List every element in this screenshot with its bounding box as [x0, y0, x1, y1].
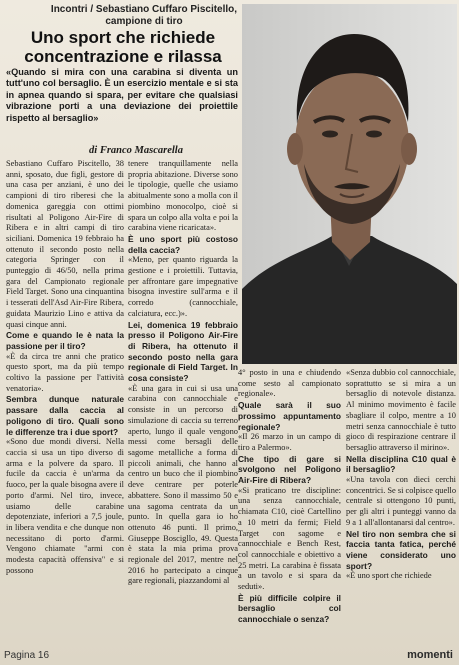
- interview-question: È uno sport più costoso della caccia?: [128, 233, 238, 255]
- article-paragraph: «È uno sport che richiede: [346, 571, 432, 581]
- article-paragraph: «Una tavola con dieci cerchi concentrici. Se si colpisce quello centrale si ottengono 10 punti, per gli altri i punteggi vanno da 9 a 1 all'allontanarsi dal centro».: [346, 475, 456, 527]
- article-byline: di Franco Mascarella: [89, 145, 183, 156]
- article-column-4: [346, 368, 456, 650]
- article-paragraph: Sebastiano Cuffaro Piscitello, 38 anni, sposato, due figli, gestore di una casa per anziani, è uno dei campioni di tiro riberesi che la domenica gareggia con ottimi risultati al Poligono Air-Fire di Ribera e in altri campi di tiro siciliani. Domenica 19 febbraio ha ottenuto il secondo posto nella categoria Springer con il punteggio di 46/50, nella prima gara del Campionato regionale Field Target. Sono una cinquantina i tesserati dell'Asd Air-Fire Ribera, guidata Maurizio Lino e attiva da quasi cinque anni.: [6, 159, 124, 329]
- article-kicker: Incontri / Sebastiano Cuffaro Piscitello, campione di tiro: [50, 4, 238, 27]
- article-paragraph: «Si praticano tre discipline: una senza cannocchiale, chiamata C10, cioè Cartellino a 10 metri da fermi; Field Target con sagome e cannocchiale e Bench Rest, col cannocchiale e obiettivo a 25 metri. La carabina è fissata a un tavolo e si spara da seduti».: [238, 485, 341, 592]
- article-paragraph: «Sono due mondi diversi. Nella caccia si usa un tipo diverso di arma e la polvere da sparo. Il fucile da caccia è un'arma da fuoco, per la quale bisogna avere il porto d'armi. Nel tiro, invece, usiamo delle carabine depotenziate, inferiori a 7,5 joule, in libera vendita e che dunque non necessitano di porto d'armi. Vengono chiamate "armi con modesta capacità offensiva" e si possono: [6, 437, 124, 575]
- article-paragraph: «È una gara in cui si usa una carabina con cannocchiale e consiste in un percorso di simulazione di caccia su terreno aperto, lungo il quale vengono messi come bersagli delle sagome metalliche a forma di piccoli animali, che hanno al centro un buco che il piombino deve centrare per poterle abbattere. Sono il massimo 50 e una sagoma centrata da un punto. In quella gara io ho ottenuto 46 punti. Il primo, Giuseppe Boscigllo, 49. Questa è stata la mia prima prova regionale del 2017, mentre nel 2016 ho partecipato a cinque gare regionali, piazzandomi al: [128, 383, 238, 586]
- article-paragraph: «Senza dubbio col cannocchiale, soprattutto se si mira a un bersaglio di notevole distanza. Al minimo movimento è facile sbagliare il colpo, mentre a 10 metri senza cannocchiale è tutto gioco di respirazione centrare il bersaglio attraverso il mirino».: [346, 368, 456, 452]
- page-number: Pagina 16: [4, 650, 50, 661]
- interview-question: È più difficile colpire il bersaglio col cannocchiale o senza?: [238, 592, 341, 625]
- article-column-3: [238, 368, 341, 650]
- interview-question: Sembra dunque naturale passare dalla caccia al poligono di tiro. Quali sono le differenze tra i due sport?: [6, 394, 124, 437]
- interview-question: Nel tiro non sembra che si faccia tanta fatica, perché viene considerato uno sport?: [346, 528, 456, 571]
- article-paragraph: «Meno, per quanto riguarda la gestione e i proiettili. Tuttavia, per affrontare gare impegnative bisogna investire sull'arma e il corredo (cannocchiale, calciatura, ecc.)».: [128, 255, 238, 318]
- article-lead: «Quando si mira con una carabina si diventa un tutt'uno col bersaglio. È un esercizio mentale e si sta in apnea quando si spara, per evitare che qualsiasi vibrazione porti a una deviazione dei proiettile rispetto al bersaglio»: [6, 67, 238, 123]
- article-column-2: [128, 159, 238, 649]
- article-paragraph: 4° posto in una e chiudendo come sesto al campionato regionale».: [238, 368, 341, 399]
- article-paragraph: tenere tranquillamente nella propria abitazione. Diverse sono le tipologie, quelle che usiamo abitualmente sono a molla con il piombino monocolpo, cioè si spara un colpo alla volta e poi la carabina viene ricaricata».: [128, 159, 238, 233]
- interview-question: Quale sarà il suo prossimo appuntamento regionale?: [238, 400, 341, 432]
- article-headline: Uno sport che richiede concentrazione e rilassa: [24, 28, 222, 66]
- magazine-logo: momenti: [407, 649, 453, 661]
- interview-question: Lei, domenica 19 febbraio presso il Poligono Air-Fire di Ribera, ha ottenuto il secondo posto nella gara regionale di Field Target. In cosa consiste?: [128, 319, 238, 384]
- portrait-illustration: [242, 4, 457, 364]
- interview-question: Che tipo di gare si svolgono nel Poligono Air-Fire di Ribera?: [238, 453, 341, 486]
- interview-question: Nella disciplina C10 qual è il bersaglio?: [346, 453, 456, 475]
- article-column-1: [6, 159, 124, 649]
- article-paragraph: «È da circa tre anni che pratico questo sport, ma da più tempo coltivo la passione per l'attività venatoria».: [6, 351, 124, 393]
- article-paragraph: «Il 26 marzo in un campo di tiro a Palermo».: [238, 432, 341, 452]
- portrait-photo: [242, 4, 457, 364]
- interview-question: Come e quando le è nata la passione per il tiro?: [6, 330, 124, 351]
